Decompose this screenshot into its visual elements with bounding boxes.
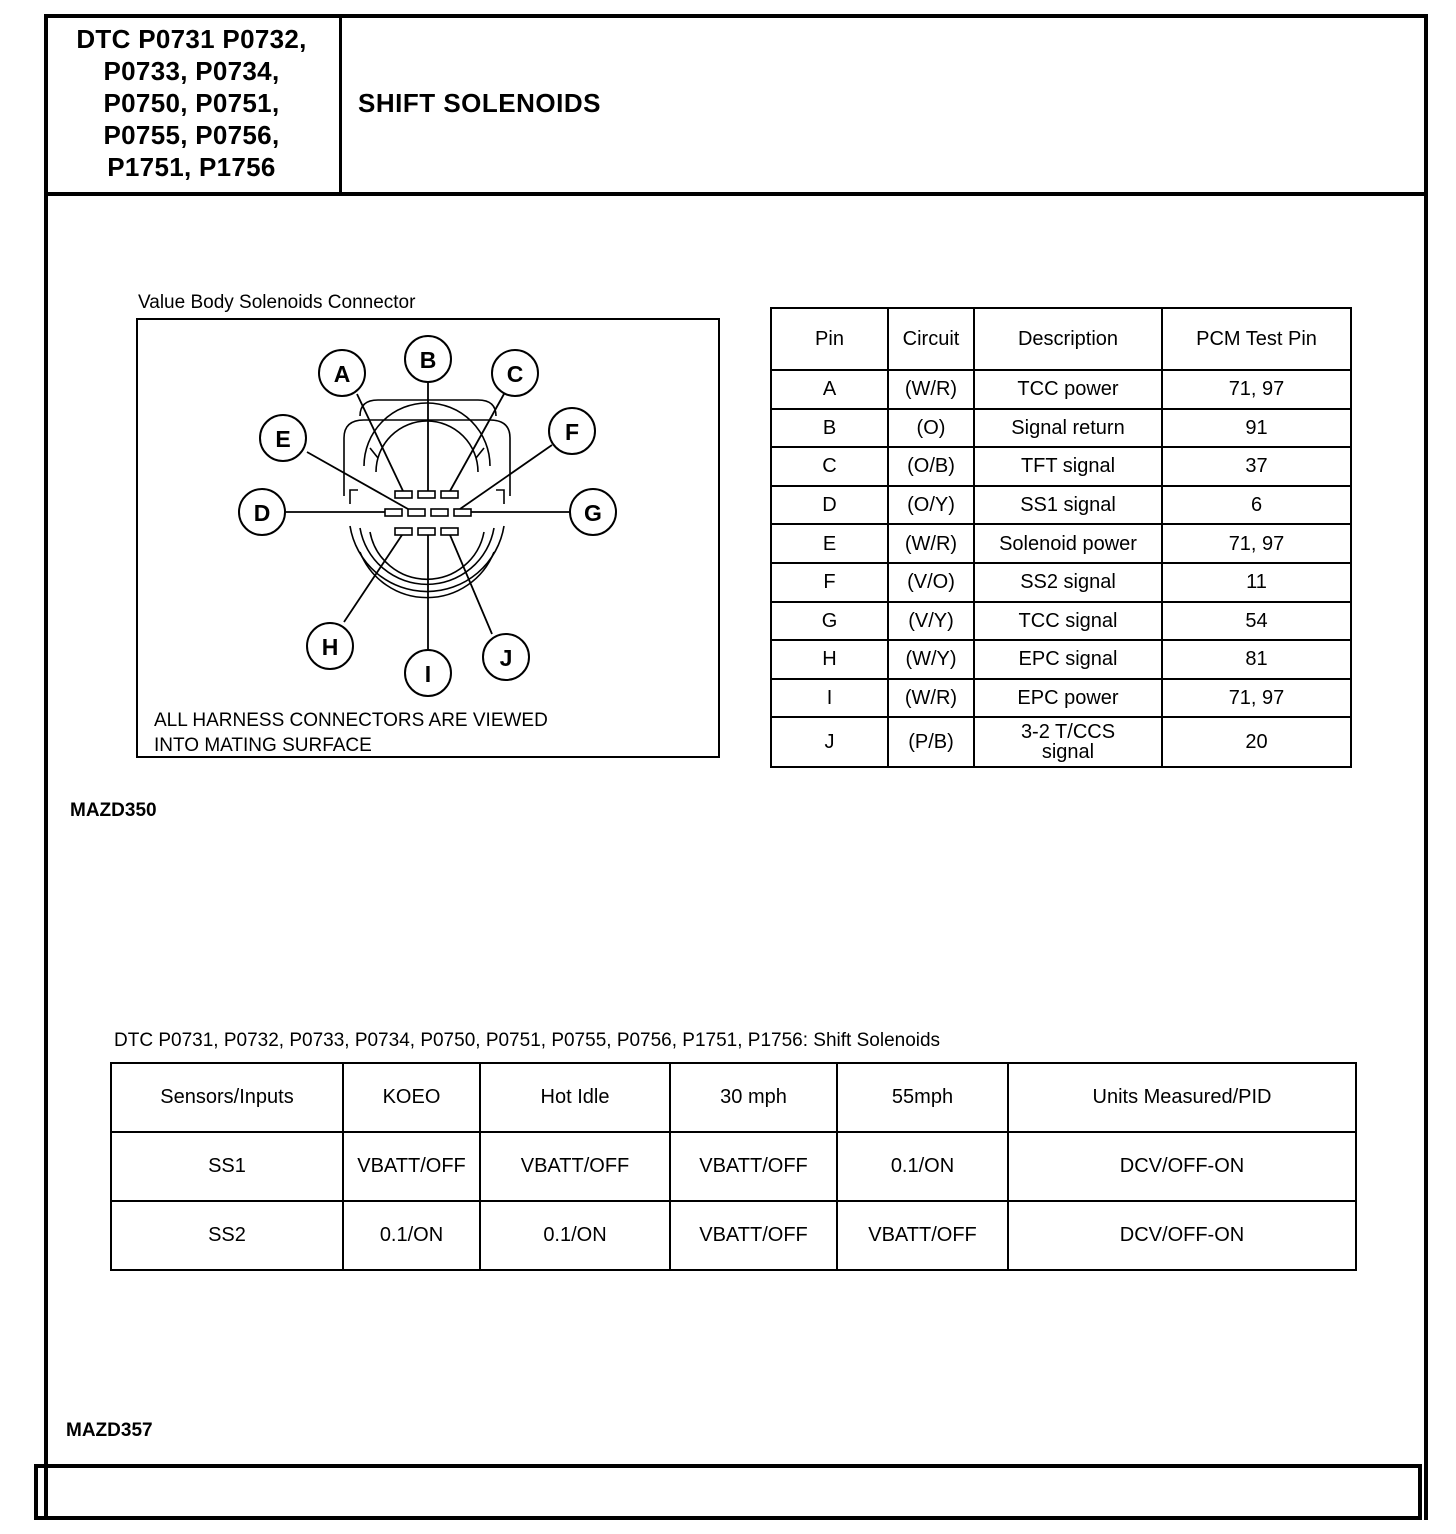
connector-note: ALL HARNESS CONNECTORS ARE VIEWED INTO MATING SURFACE [154,710,548,756]
housing-tick [476,448,484,458]
circuit-cell: (O) [888,409,974,448]
table-row [771,486,1351,525]
housing-outline [344,420,510,496]
pin-cell: J [771,717,888,767]
description-cell: SS1 signal [974,486,1162,525]
pin-letter-f: F [564,419,580,445]
55mph-cell: 0.1/ON [837,1132,1008,1201]
30mph-cell: VBATT/OFF [670,1132,837,1201]
hot-idle-cell: 0.1/ON [480,1201,670,1270]
sensor-table-header: Units Measured/PID [1008,1063,1356,1132]
description-cell: EPC power [974,679,1162,718]
housing-outline [496,490,504,504]
housing-arc [364,403,490,466]
table-row [771,524,1351,563]
dtc-code-list: DTC P0731 P0732, P0733, P0734, P0750, P0751, P0755, P0756, P1751, P1756 [76,24,307,182]
circuit-cell: (P/B) [888,717,974,767]
circuit-cell: (V/O) [888,563,974,602]
housing-outline [350,490,358,504]
sensor-cell: SS2 [111,1201,343,1270]
pcm-pin-cell: 11 [1162,563,1351,602]
pin-letter-d: D [253,500,271,526]
dtc-code-box [44,14,342,192]
footer-box [34,1464,1422,1520]
circuit-cell: (V/Y) [888,602,974,641]
description-cell: Solenoid power [974,524,1162,563]
pin-cell: I [771,679,888,718]
description-cell: 3-2 T/CCS signal [974,717,1162,767]
pin-table-header: Description [974,308,1162,370]
pcm-pin-cell: 71, 97 [1162,679,1351,718]
sensor-table-header: 55mph [837,1063,1008,1132]
table-row [771,409,1351,448]
pcm-pin-cell: 91 [1162,409,1351,448]
pin-cell: C [771,447,888,486]
description-cell: EPC signal [974,640,1162,679]
figure-code: MAZD357 [66,1420,153,1441]
pin-slot [454,509,471,516]
table-row [771,563,1351,602]
pin-cell: B [771,409,888,448]
pin-letter-a: A [333,361,351,387]
pin-cell: G [771,602,888,641]
pin-table-header: Pin [771,308,888,370]
description-cell: TCC power [974,370,1162,409]
circuit-cell: (W/Y) [888,640,974,679]
connector-diagram [136,318,720,758]
pin-slot [418,491,435,498]
pcm-pin-cell: 81 [1162,640,1351,679]
pcm-pin-cell: 71, 97 [1162,370,1351,409]
units-cell: DCV/OFF-ON [1008,1201,1356,1270]
pin-slot [395,528,412,535]
pin-table-header-row [771,308,1351,370]
pin-letter-e: E [275,426,291,452]
connector-label: Value Body Solenoids Connector [138,292,416,313]
page-title: SHIFT SOLENOIDS [358,88,601,118]
pcm-pin-cell: 37 [1162,447,1351,486]
sensor-cell: SS1 [111,1132,343,1201]
table-row [111,1132,1356,1201]
pcm-pin-cell: 6 [1162,486,1351,525]
hot-idle-cell: VBATT/OFF [480,1132,670,1201]
leader-line-h [344,535,402,622]
sensor-table-header-row [111,1063,1356,1132]
pcm-pin-cell: 71, 97 [1162,524,1351,563]
sensor-table-caption: DTC P0731, P0732, P0733, P0734, P0750, P0751, P0755, P0756, P1751, P1756: Shift Solenoids [114,1030,941,1051]
description-cell: TCC signal [974,602,1162,641]
sensor-table-header: KOEO [343,1063,480,1132]
units-cell: DCV/OFF-ON [1008,1132,1356,1201]
leader-line-a [357,394,403,491]
pin-cell: A [771,370,888,409]
leader-line-c [450,394,504,491]
pin-table [770,307,1352,768]
pin-slot [441,528,458,535]
pcm-pin-cell: 20 [1162,717,1351,767]
description-cell: SS2 signal [974,563,1162,602]
pin-letter-h: H [321,634,339,660]
pin-cell: F [771,563,888,602]
sensor-table-header: Sensors/Inputs [111,1063,343,1132]
circuit-cell: (W/R) [888,524,974,563]
sensor-table-header: 30 mph [670,1063,837,1132]
table-row [771,602,1351,641]
table-row [771,640,1351,679]
connector-drawing [138,320,722,760]
table-row [771,679,1351,718]
pin-slot [385,509,402,516]
pin-cell: D [771,486,888,525]
table-row [111,1201,1356,1270]
pin-letter-c: C [506,361,524,387]
table-row [771,370,1351,409]
description-cell: TFT signal [974,447,1162,486]
pin-letter-g: G [584,500,602,526]
figure-code: MAZD350 [70,800,157,821]
55mph-cell: VBATT/OFF [837,1201,1008,1270]
pin-letter-i: I [424,661,432,687]
30mph-cell: VBATT/OFF [670,1201,837,1270]
table-row [771,447,1351,486]
koeo-cell: VBATT/OFF [343,1132,480,1201]
koeo-cell: 0.1/ON [343,1201,480,1270]
pin-slot [418,528,435,535]
pin-slot [408,509,425,516]
pin-cell: H [771,640,888,679]
table-row [771,717,1351,767]
pcm-pin-cell: 54 [1162,602,1351,641]
sensor-table-header: Hot Idle [480,1063,670,1132]
description-cell: Signal return [974,409,1162,448]
circuit-cell: (O/Y) [888,486,974,525]
pin-letter-j: J [499,645,513,671]
leader-line-f [460,445,552,509]
page-header [44,14,1428,196]
leader-line-e [307,452,408,509]
pin-slot [441,491,458,498]
pin-table-header: Circuit [888,308,974,370]
pin-table-header: PCM Test Pin [1162,308,1351,370]
sensor-table [110,1062,1357,1271]
housing-tick [370,448,378,458]
pin-slot [395,491,412,498]
pin-slot [431,509,448,516]
pin-letter-b: B [419,347,437,373]
circuit-cell: (O/B) [888,447,974,486]
circuit-cell: (W/R) [888,370,974,409]
pin-cell: E [771,524,888,563]
circuit-cell: (W/R) [888,679,974,718]
